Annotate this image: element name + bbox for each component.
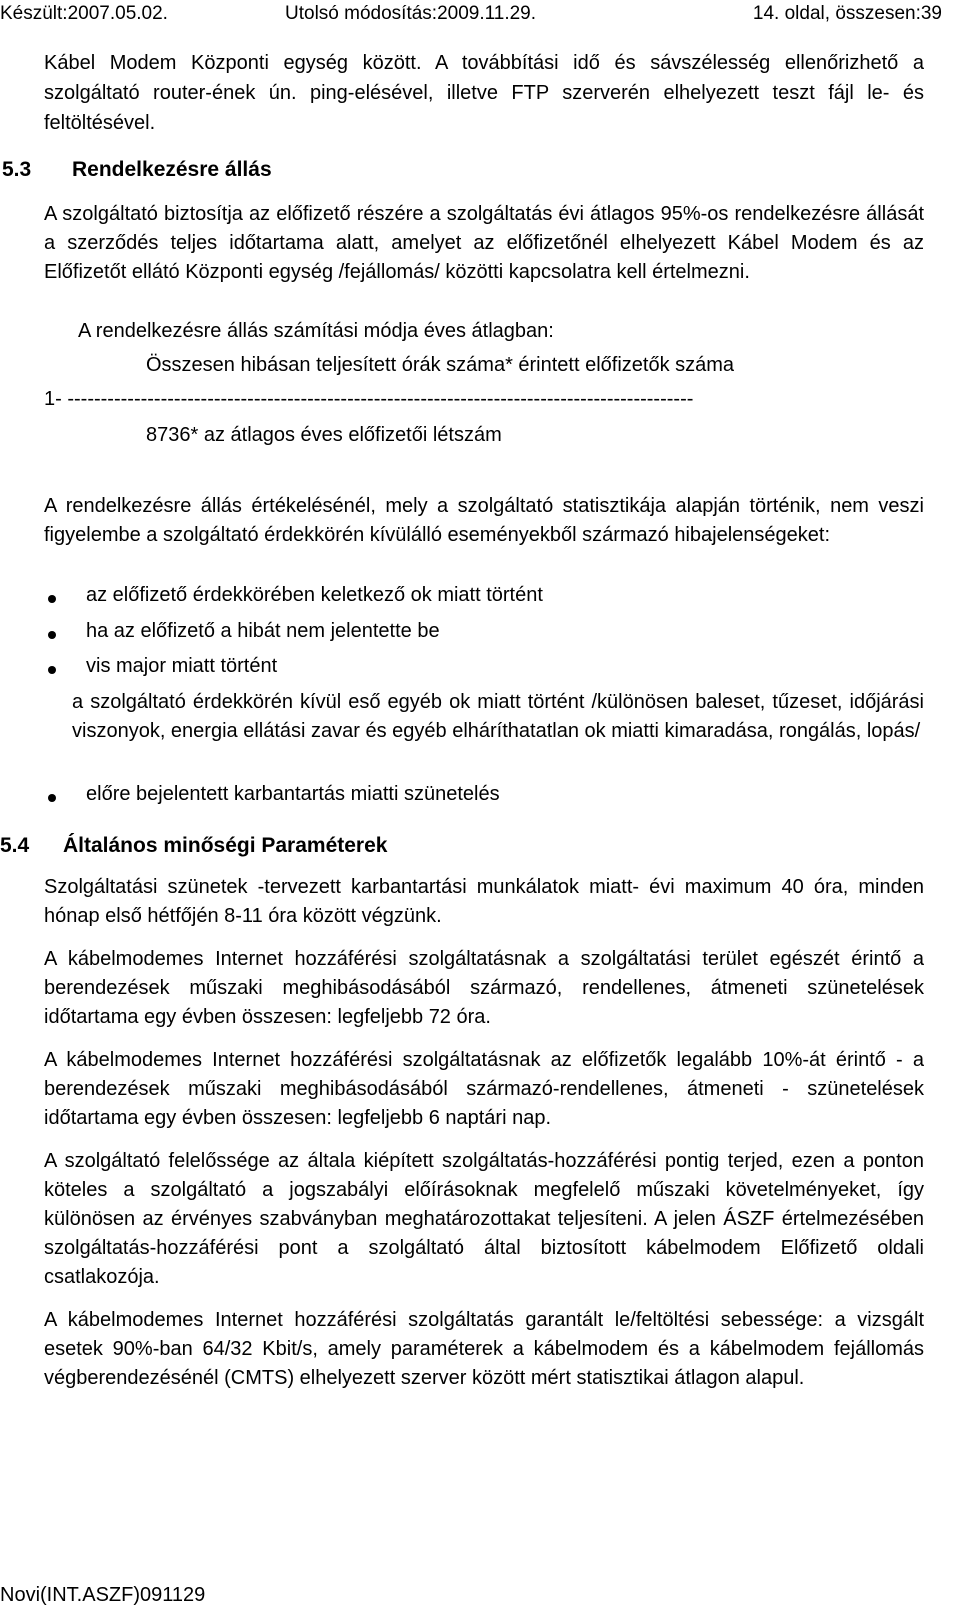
page-number: 14. oldal, összesen:39 [752, 3, 942, 24]
section-title: Általános minőségi Paraméterek [63, 834, 388, 857]
section-number: 5.3 [2, 158, 32, 181]
evaluation-paragraph: A rendelkezésre állás értékelésénél, mely a szolgáltató statisztikája alapján történik, nem veszi figyelembe a szolgáltató érdekkörén kívülálló eseményekből származó hibajelenségeket: [44, 495, 924, 546]
page-footer: Novi(INT.ASZF)091129 [0, 1584, 206, 1606]
intro-paragraph: Kábel Modem Központi egység között. A továbbítási idő és sávszélesség ellenőrizhető a szolgáltató router-ének ún. ping-elésével, illetve FTP szerverén elhelyezett teszt fájl le- és feltöltésével. [44, 52, 924, 134]
formula-numerator: Összesen hibásan teljesített órák száma* érintett előfizetők száma [146, 354, 735, 376]
formula-fraction-line: 1- ---------------------------------------------------------------------------------------------- [44, 388, 694, 410]
area-outage-paragraph: A kábelmodemes Internet hozzáférési szolgáltatásnak a szolgáltatási terület egészét érintő a berendezések műszaki meghibásodásából származó, rendellenes, átmeneti szünetelések időtartama egy évben összesen: legfeljebb 72 óra. [44, 948, 924, 1028]
page-header [0, 3, 960, 29]
document-page: Készült:2007.05.02. Utolsó módosítás:2009.11.29. 14. oldal, összesen:39 Kábel Modem Központi egység között. A továbbítási idő és sávszélesség ellenőrizhető a szolgáltató router-ének ún. ping-elésével, illetve FTP szerverén elhelyezett teszt fájl le- és feltöltésével. 5.3 Rendelkezésre állás A szolgáltató biztosítja az előfizető részére a szolgáltatás évi átlagos 95%-os rendelkezésre állását a szerződés teljes időtartama alatt, amelyet az előfizetőnél elhelyezett Kábel Modem és az Előfizetőt ellátó Központi egység /fejállomás/ közötti kapcsolatra kell értelmezni. A rendelkezésre állás számítási módja éves átlagban: Összesen hibásan teljesített órák száma* érintett előfizetők száma 1- ---------------------------------------------------------------------------------------------- 8736* az átlagos éves előfizetői létszám A rendelkezésre állás értékelésénél, mely a szolgáltató statisztikája alapján történik, nem veszi figyelembe a szolgáltató érdekkörén kívülálló eseményekből származó hibajelenségeket: az előfizető érdekkörében keletkező ok miatt történt ha az előfizető a hibát nem jelentette be vis major miatt történt a szolgáltató érdekkörén kívül eső egyéb ok miatt történt /különösen baleset, tűzeset, időjárási viszonyok, energia ellátási zavar és egyéb elháríthatatlan ok miatti kimaradása, rongálás, lopás/ előre bejelentett karbantartás miatti szünetelés 5.4 Általános minőségi Paraméterek Szolgáltatási szünetek -tervezett karbantartási munkálatok miatt- évi maximum 40 óra, minden hónap első hétfőjén 8-11 óra között végzünk. A kábelmodemes Internet hozzáférési szolgáltatásnak a szolgáltatási terület egészét érintő a berendezések műszaki meghibásodásából származó, rendellenes, átmeneti szünetelések időtartama egy évben összesen: legfeljebb 72 óra. A kábelmodemes Internet hozzáférési szolgáltatásnak az előfizetők legalább 10%-át érintő - a berendezések műszaki meghibásodásából származó-rendellenes, átmeneti - szünetelések időtartama egy évben összesen: legfeljebb 6 naptári nap. A szolgáltató felelőssége az általa kiépített szolgáltatás-hozzáférési pontig terjed, ezen a ponton köteles a szolgáltató a jogszabályi előírásoknak megfelelő műszaki követelményeket, így különösen az érvényes szabványban meghatározottakat teljesíteni. A jelen ÁSZF értelmezésében szolgáltatás-hozzáférési pont a szolgáltató által biztosított kábelmodem Előfizető oldali csatlakozója. A kábelmodemes Internet hozzáférési szolgáltatás garantált le/feltöltési sebessége: a vizsgált esetek 90%-ban 64/32 Kbit/s, amely paraméterek a kábelmodem és a kábelmodem fejállomás végberendezésénél (CMTS) elhelyezett szerver között mért statisztikai átlagon alapul. Novi(INT.ASZF)091129 [0, 0, 960, 1620]
other-causes-paragraph: a szolgáltató érdekkörén kívül eső egyéb ok miatt történt /különösen baleset, tűzeset, időjárási viszonyok, energia ellátási zavar és egyéb elháríthatatlan ok miatti kimaradása, rongálás, lopás/ [72, 691, 924, 742]
bullet-icon [48, 631, 56, 639]
speed-paragraph: A kábelmodemes Internet hozzáférési szolgáltatás garantált le/feltöltési sebessége: a vizsgált esetek 90%-ban 64/32 Kbit/s, amely paraméterek a kábelmodem és a kábelmodem fejállomás végberendezésénél (CMTS) elhelyezett szerver között mért statisztikai átlagon alapul. [44, 1309, 924, 1389]
created-date: Készült:2007.05.02. [0, 3, 168, 24]
bullet-icon [48, 666, 56, 674]
section-5-3-heading [0, 158, 400, 188]
modified-date: Utolsó módosítás:2009.11.29. [285, 3, 537, 24]
section-5-4-heading [0, 834, 500, 864]
partial-outage-paragraph: A kábelmodemes Internet hozzáférési szolgáltatásnak az előfizetők legalább 10%-át érintő - a berendezések műszaki meghibásodásából származó-rendellenes, átmeneti - szünetelések időtartama egy évben összesen: legfeljebb 6 naptári nap. [44, 1049, 924, 1129]
formula-intro: A rendelkezésre állás számítási módja éves átlagban: [78, 320, 554, 342]
bullet-icon [48, 595, 56, 603]
responsibility-paragraph: A szolgáltató felelőssége az általa kiépített szolgáltatás-hozzáférési pontig terjed, ezen a ponton köteles a szolgáltató a jogszabályi előírásoknak megfelelő műszaki követelményeket, így különösen az érvényes szabványban meghatározottakat teljesíteni. A jelen ÁSZF értelmezésében szolgáltatás-hozzáférési pont a szolgáltató által biztosított kábelmodem Előfizető oldali csatlakozója. [44, 1150, 924, 1288]
availability-paragraph: A szolgáltató biztosítja az előfizető részére a szolgáltatás évi átlagos 95%-os rendelkezésre állását a szerződés teljes időtartama alatt, amelyet az előfizetőnél elhelyezett Kábel Modem és az Előfizetőt ellátó Központi egység /fejállomás/ közötti kapcsolatra kell értelmezni. [44, 203, 924, 283]
bullet-icon [48, 794, 56, 802]
formula-denominator: 8736* az átlagos éves előfizetői létszám [146, 424, 502, 446]
section-number: 5.4 [0, 834, 30, 857]
section-title: Rendelkezésre állás [72, 158, 272, 181]
quality-parameters [44, 873, 924, 1407]
maintenance-paragraph: Szolgáltatási szünetek -tervezett karbantartási munkálatok miatt- évi maximum 40 óra, minden hónap első hétfőjén 8-11 óra között végzünk. [44, 876, 924, 927]
